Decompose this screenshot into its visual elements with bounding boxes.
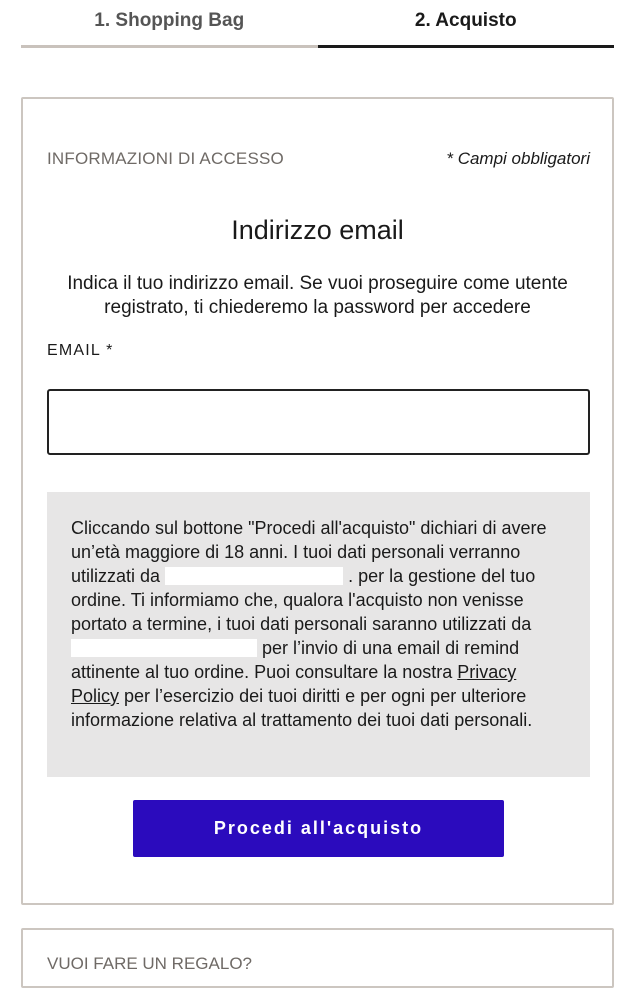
redacted-company bbox=[165, 567, 343, 585]
disclaimer-text-2: . per la gestione del tuo ordine. Ti informiamo che, qualora l'acquisto non venisse portato a termine, i tuoi dati personali saranno utilizzati da bbox=[71, 566, 536, 634]
step-acquisto[interactable]: 2. Acquisto bbox=[318, 0, 615, 48]
privacy-disclaimer bbox=[47, 492, 590, 777]
required-fields-note: * Campi obbligatori bbox=[446, 149, 590, 168]
disclaimer-text-1: Cliccando sul bottone "Procedi all'acquisto" dichiari di avere un’età maggiore di 18 anni. I tuoi dati personali verranno utilizzati da bbox=[71, 518, 547, 586]
gift-card-section[interactable] bbox=[21, 928, 614, 988]
gift-section-title: VUOI FARE UN REGALO? bbox=[47, 954, 252, 973]
email-input[interactable] bbox=[47, 389, 590, 455]
step-shopping-bag[interactable]: 1. Shopping Bag bbox=[21, 0, 318, 48]
access-card-header bbox=[47, 149, 590, 169]
email-heading: Indirizzo email bbox=[231, 215, 404, 245]
checkout-steps bbox=[21, 0, 614, 48]
section-title: INFORMAZIONI DI ACCESSO bbox=[47, 149, 284, 168]
proceed-to-purchase-button[interactable]: Procedi all'acquisto bbox=[133, 800, 504, 857]
email-description: Indica il tuo indirizzo email. Se vuoi proseguire come utente registrato, ti chiederemo la password per accedere bbox=[67, 273, 568, 318]
access-card bbox=[21, 97, 614, 905]
email-label: EMAIL * bbox=[47, 342, 114, 359]
redacted-company-2 bbox=[71, 639, 257, 657]
disclaimer-text-4: per l’esercizio dei tuoi diritti e per ogni per ulteriore informazione relativa al trattamento dei tuoi dati personali. bbox=[71, 686, 533, 730]
privacy-policy-link[interactable]: Privacy Policy bbox=[71, 662, 517, 706]
disclaimer-text-3: per l’invio di una email di remind attinente al tuo ordine. Puoi consultare la nostra bbox=[71, 638, 520, 682]
